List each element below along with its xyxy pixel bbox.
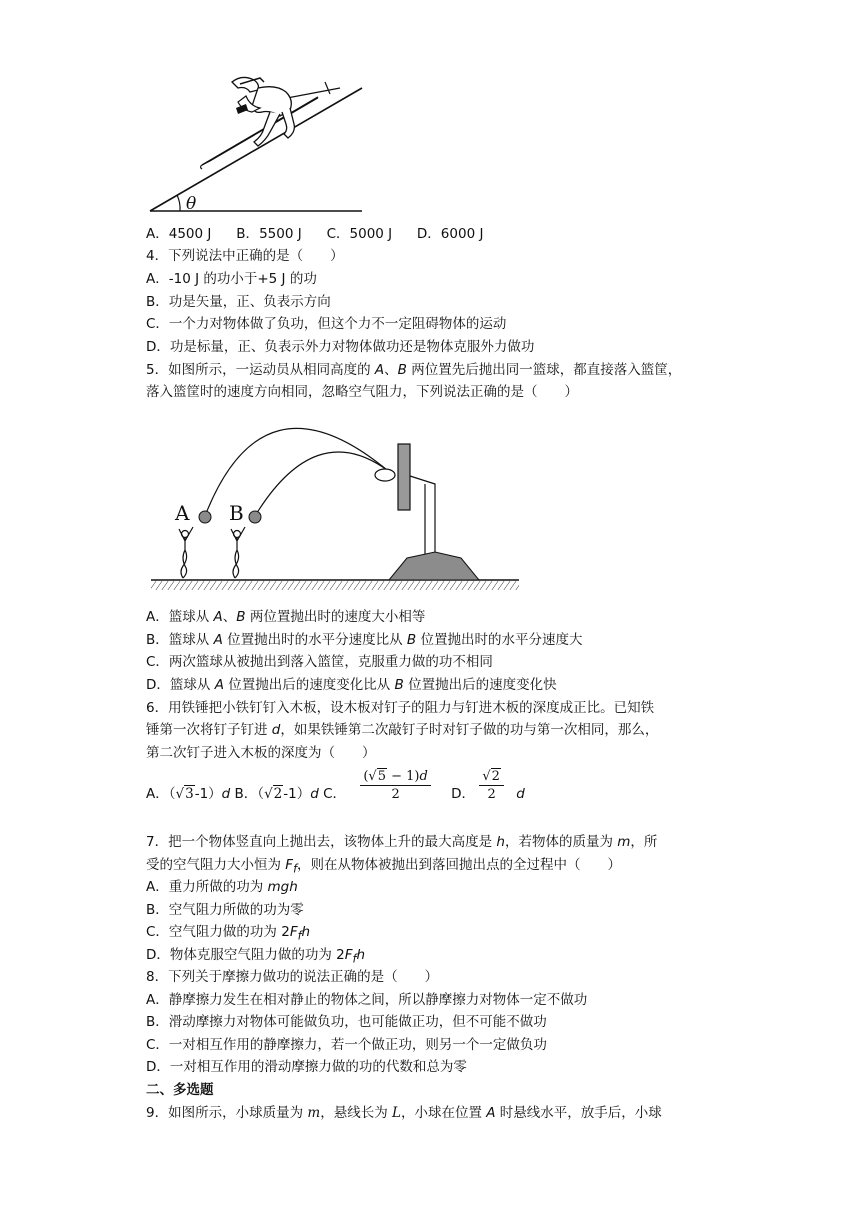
q8-option-b[interactable]: B．滑动摩擦力对物体可能做负功，也可能做正功，但不可能不做功	[146, 1014, 547, 1030]
q6-option-d[interactable]: D． $\frac{√2}{2}$ d	[451, 768, 525, 802]
q5-option-c[interactable]: C．两次篮球从被抛出到落入篮筐，克服重力做的功不相同	[146, 654, 493, 670]
q3-options	[146, 224, 483, 244]
q9-stem-line1: 9．如图所示，小球质量为 m，悬线长为 L，小球在位置 A 时悬线水平，放手后，小球	[146, 1105, 662, 1121]
skier-figure	[140, 70, 370, 215]
q5-option-d[interactable]: D．篮球从 A 位置抛出后的速度变化比从 B 位置抛出后的速度变化快	[146, 677, 557, 693]
label-b: B	[229, 501, 244, 525]
q4-option-c[interactable]: C．一个力对物体做了负功，但这个力不一定阻碍物体的运动	[146, 316, 507, 332]
q3-option-b[interactable]: B．5500 J	[236, 226, 302, 242]
q7-stem-line2: 受的空气阻力大小恒为 $F_f$，则在从物体被抛出到落回抛出点的全过程中（ ）	[146, 857, 622, 876]
angle-theta-label: θ	[186, 194, 197, 214]
q3-option-a[interactable]: A．4500 J	[146, 226, 212, 242]
q5-option-b[interactable]: B．篮球从 A 位置抛出时的水平分速度比从 B 位置抛出时的水平分速度大	[146, 632, 583, 648]
q8-option-a[interactable]: A．静摩擦力发生在相对静止的物体之间，所以静摩擦力对物体一定不做功	[146, 992, 588, 1008]
q4-option-b[interactable]: B．功是矢量，正、负表示方向	[146, 294, 331, 310]
section-heading: 二、多选题	[146, 1082, 214, 1098]
q5-option-a[interactable]: A．篮球从 A、B 两位置抛出时的速度大小相等	[146, 609, 426, 625]
q8-option-d[interactable]: D．一对相互作用的滑动摩擦力做的功的代数和总为零	[146, 1059, 467, 1075]
label-a: A	[175, 501, 190, 525]
q6-stem-line1: 6．用铁锤把小铁钉钉入木板，设木板对钉子的阻力与钉进木板的深度成正比。已知铁	[146, 700, 655, 716]
q4-option-a[interactable]: A．-10 J 的功小于+5 J 的功	[146, 271, 317, 287]
q3-option-d[interactable]: D．6000 J	[416, 226, 484, 242]
q8-option-c[interactable]: C．一对相互作用的静摩擦力，若一个做正功，则另一个一定做负功	[146, 1037, 547, 1053]
q7-stem-line1: 7．把一个物体竖直向上抛出去，该物体上升的最大高度是 h，若物体的质量为 m，所	[146, 834, 658, 850]
q5-stem-line1: 5．如图所示，一运动员从相同高度的 A、B 两位置先后抛出同一篮球，都直接落入篮筐，	[146, 362, 682, 378]
q6-option-a[interactable]: A．（√3-1）d	[146, 786, 231, 802]
q3-option-c[interactable]: C．5000 J	[326, 226, 393, 242]
q4-stem: 4．下列说法中正确的是（ ）	[146, 248, 344, 264]
q7-option-a[interactable]: A．重力所做的功为 mgh	[146, 879, 298, 895]
q7-option-b[interactable]: B．空气阻力所做的功为零	[146, 902, 304, 918]
q6-stem-line2: 锤第一次将钉子钉进 d，如果铁锤第二次敲钉子时对钉子做的功与第一次相同，那么，	[146, 722, 659, 738]
q4-option-d[interactable]: D．功是标量，正、负表示外力对物体做功还是物体克服外力做功	[146, 339, 535, 355]
q6-option-b[interactable]: B．（√2-1）d	[234, 786, 319, 802]
q7-option-d[interactable]: D．物体克服空气阻力做的功为 $2F_fh$	[146, 947, 366, 966]
q6-options	[146, 770, 525, 818]
q5-stem-line2: 落入篮筐时的速度方向相同，忽略空气阻力，下列说法正确的是（ ）	[146, 384, 578, 400]
q8-stem: 8．下列关于摩擦力做功的说法正确的是（ ）	[146, 969, 439, 985]
basketball-figure	[145, 408, 525, 600]
q6-option-c[interactable]: C． $\frac{(√5 - 1)d}{2}$	[323, 786, 435, 802]
q7-option-c[interactable]: C．空气阻力做的功为 $2F_fh$	[146, 924, 311, 943]
q6-stem-line3: 第二次钉子进入木板的深度为（ ）	[146, 745, 376, 761]
